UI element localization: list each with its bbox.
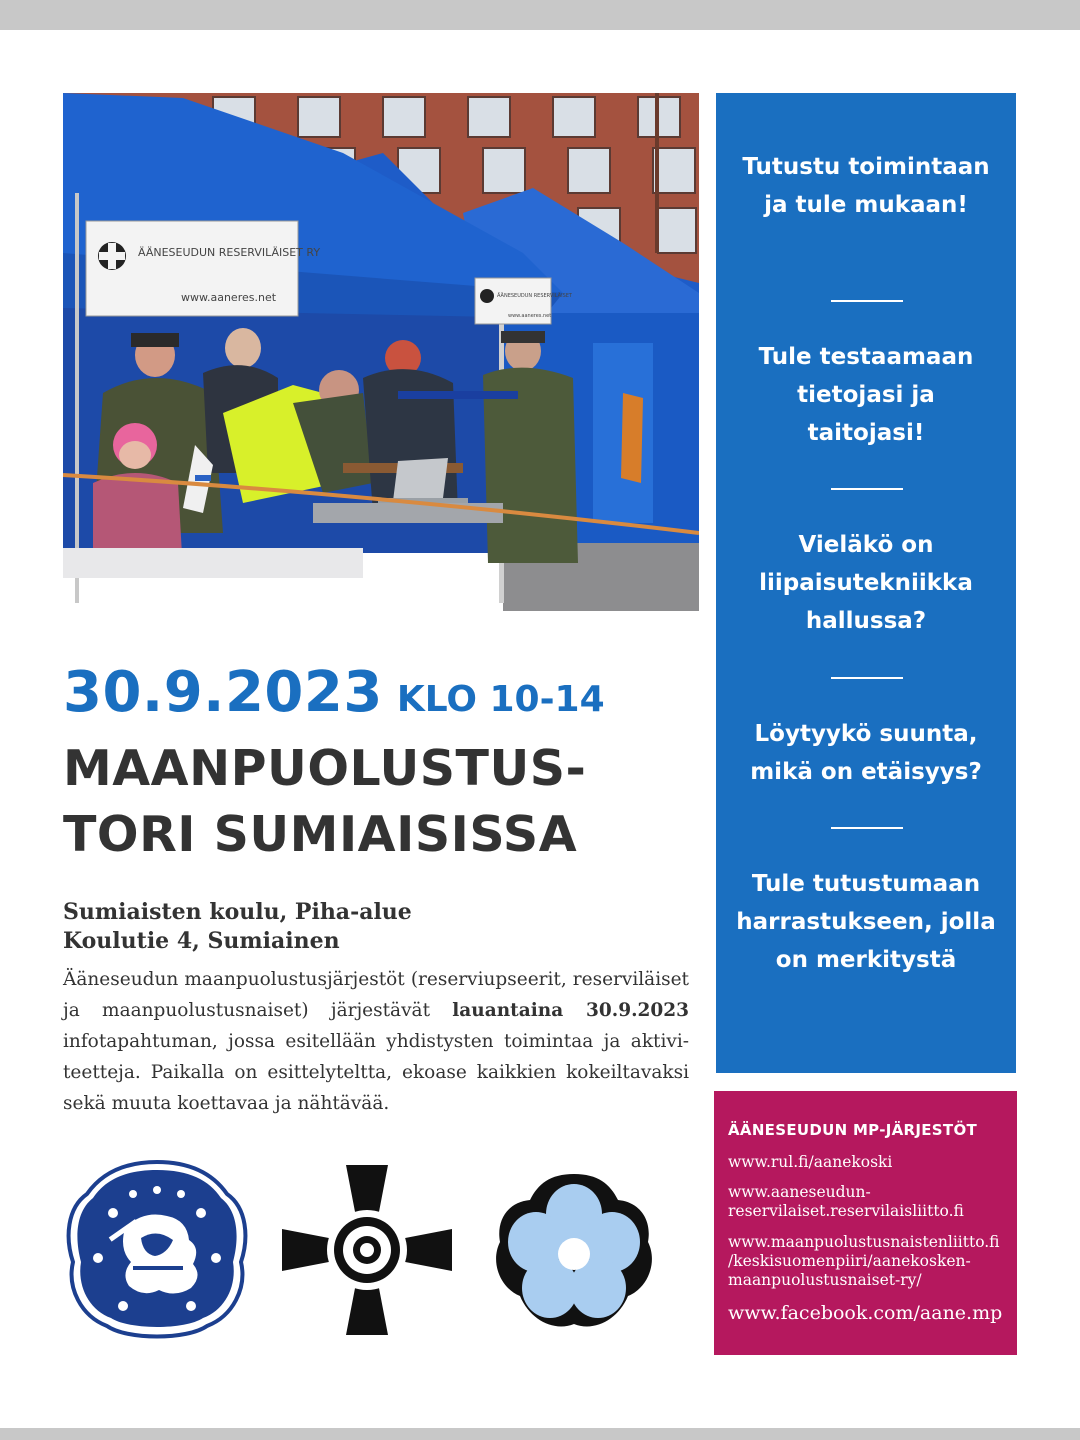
activities-column <box>716 93 1016 1073</box>
activity-item: Löytyykö suunta, mikä on etäisyys? <box>750 721 982 785</box>
description-line: teetteja. Paikalla on esittelyteltta, ekoase kaikkien kokeiltavaksi <box>63 1062 689 1083</box>
organizations-box <box>714 1091 1017 1355</box>
activity-item: Tutustu toimintaan ja tule mukaan! <box>742 154 990 218</box>
banner-small-url: www.aaneres.net <box>508 313 552 319</box>
event-time: KLO 10-14 <box>396 679 605 720</box>
reservists-cross-logo <box>280 1163 454 1337</box>
description-line: Ääneseudun maanpuolustusjärjestöt (reserviupseerit, reserviläiset <box>63 969 689 990</box>
event-description <box>63 964 689 1119</box>
defence-women-flower-logo <box>492 1170 656 1334</box>
banner-main-text: ÄÄNESEUDUN RESERVILÄISET RY <box>138 246 321 259</box>
activity-item: Tule testaamaan tietojasi ja taitojasi! <box>758 344 974 446</box>
link-reservilaiset[interactable]: www.aaneseudun- reservilaiset.reservilaisliitto.fi <box>728 1183 964 1220</box>
description-line: ja maanpuolustusnaiset) järjestävät lauantaina 30.9.2023 <box>63 1000 689 1021</box>
event-photo <box>63 93 699 611</box>
banner-url-text: www.aaneres.net <box>181 291 277 304</box>
reserve-officers-logo <box>63 1158 251 1340</box>
divider <box>831 300 903 302</box>
banner-small-text: ÄÄNESEUDUN RESERVILÄISET <box>497 293 572 299</box>
divider <box>831 827 903 829</box>
event-title-line2: TORI SUMIAISISSA <box>63 806 578 863</box>
location-line2: Koulutie 4, Sumiainen <box>63 928 340 954</box>
divider <box>831 677 903 679</box>
activity-item: Tule tutustumaan harrastukseen, jolla on merkitystä <box>736 871 996 973</box>
event-date: 30.9.2023 <box>63 660 383 725</box>
divider <box>831 488 903 490</box>
link-rul[interactable]: www.rul.fi/aanekoski <box>728 1153 893 1171</box>
description-line: infotapahtuman, jossa esitellään yhdistysten toimintaa ja aktivi- <box>63 1031 689 1052</box>
link-facebook[interactable]: www.facebook.com/aane.mp <box>728 1302 1003 1324</box>
location-line1: Sumiaisten koulu, Piha-alue <box>63 899 412 925</box>
organizations-heading: ÄÄNESEUDUN MP-JÄRJESTÖT <box>728 1121 978 1139</box>
event-datetime <box>63 660 605 725</box>
activity-item: Vieläkö on liipaisutekniikka hallussa? <box>759 532 973 634</box>
event-title-line1: MAANPUOLUSTUS- <box>63 740 587 797</box>
top-frame-bar <box>0 0 1080 30</box>
bottom-frame-bar <box>0 1428 1080 1440</box>
link-mpnaiset[interactable]: www.maanpuolustusnaistenliitto.fi /keskisuomenpiiri/aanekosken- maanpuolustusnaiset-ry/ <box>728 1233 1000 1289</box>
description-line: sekä muuta koettavaa ja nähtävää. <box>63 1093 390 1114</box>
